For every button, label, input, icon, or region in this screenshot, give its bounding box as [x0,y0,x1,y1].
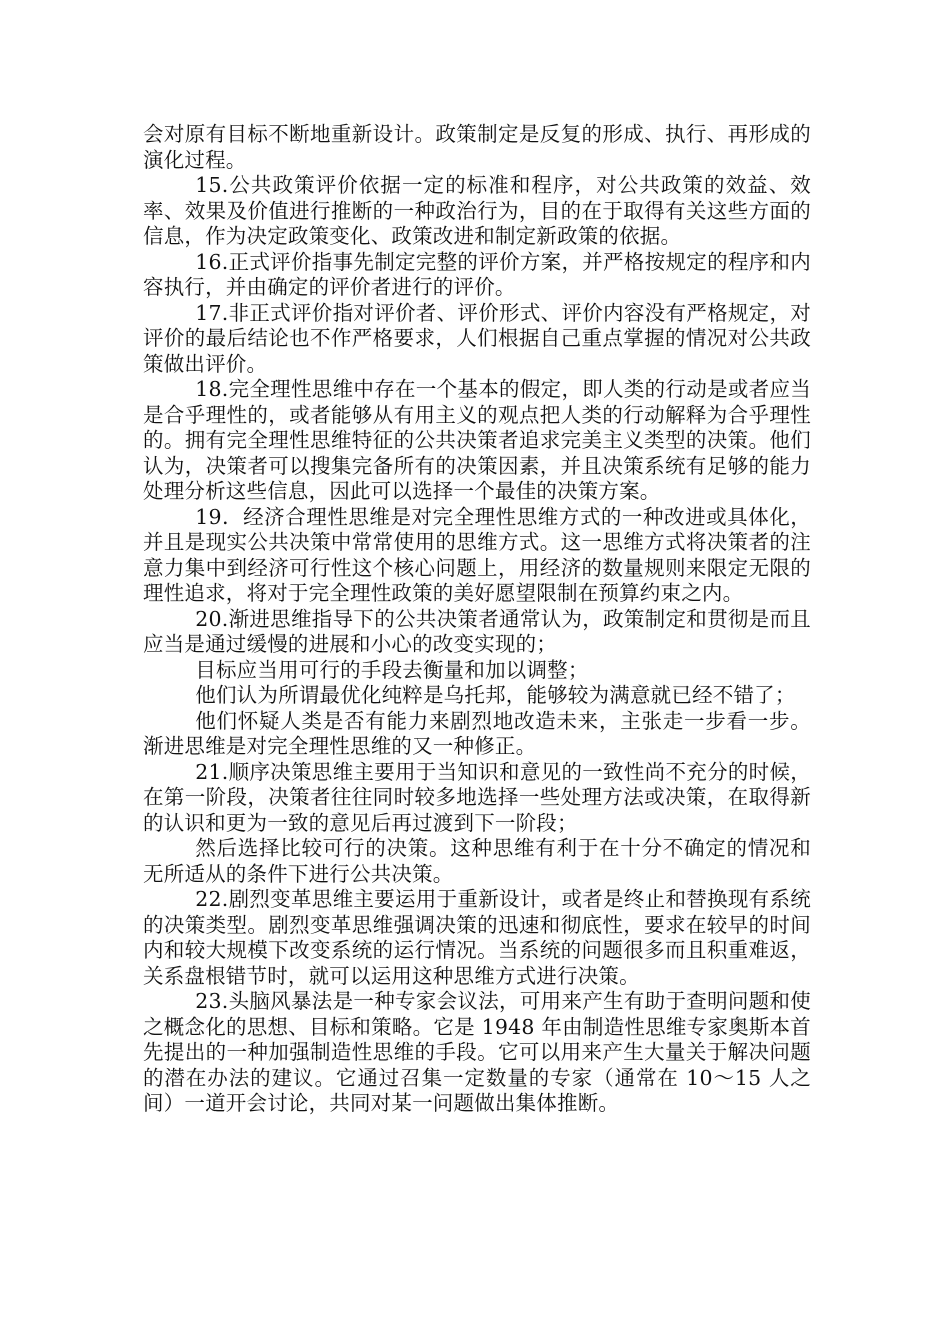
paragraph-continuation: 会对原有目标不断地重新设计。政策制定是反复的形成、执行、再形成的演化过程。 [143,122,811,172]
paragraph-item-18: 18.完全理性思维中存在一个基本的假定，即人类的行动是或者应当是合乎理性的，或者能够从有用主义的观点把人类的行动解释为合乎理性的。拥有完全理性思维特征的公共决策者追求完美主义类型的决策。他们认为，决策者可以搜集完备所有的决策因素，并且决策系统有足够的能力处理分析这些信息，因此可以选择一个最佳的决策方案。 [143,377,811,503]
paragraph-item-23: 23.头脑风暴法是一种专家会议法，可用来产生有助于查明问题和使之概念化的思想、目标和策略。它是 1948 年由制造性思维专家奥斯本首先提出的一种加强制造性思维的手段。它可以用来产生大量关于解决问题的潜在办法的建议。它通过召集一定数量的专家（通常在 10～15 人之间）一道开会讨论，共同对某一问题做出集体推断。 [143,989,811,1115]
paragraph-item-16: 16.正式评价指事先制定完整的评价方案，并严格按规定的程序和内容执行，并由确定的评价者进行的评价。 [143,249,811,299]
paragraph-item-21-part-2: 然后选择比较可行的决策。这种思维有利于在十分不确定的情况和无所适从的条件下进行公共决策。 [143,836,811,886]
document-body [143,122,811,1117]
paragraph-item-20-part-2: 目标应当用可行的手段去衡量和加以调整； [195,657,589,682]
paragraph-item-17: 17.非正式评价指对评价者、评价形式、评价内容没有严格规定，对评价的最后结论也不作严格要求，人们根据自己重点掌握的情况对公共政策做出评价。 [143,300,811,376]
paragraph-item-19: 19．经济合理性思维是对完全理性思维方式的一种改进或具体化，并且是现实公共决策中常常使用的思维方式。这一思维方式将决策者的注意力集中到经济可行性这个核心问题上，用经济的数量规则来限定无限的理性追求，将对于完全理性政策的美好愿望限制在预算约束之内。 [143,504,811,605]
paragraph-item-20-part-4: 他们怀疑人类是否有能力来剧烈地改造未来，主张走一步看一步。渐进思维是对完全理性思维的又一种修正。 [143,708,811,758]
paragraph-item-20: 20.渐进思维指导下的公共决策者通常认为，政策制定和贯彻是而且应当是通过缓慢的进展和小心的改变实现的； [143,606,811,656]
paragraph-item-22: 22.剧烈变革思维主要运用于重新设计，或者是终止和替换现有系统的决策类型。剧烈变革思维强调决策的迅速和彻底性，要求在较早的时间内和较大规模下改变系统的运行情况。当系统的问题很多而且积重难返，关系盘根错节时，就可以运用这种思维方式进行决策。 [143,887,811,988]
paragraph-item-15: 15.公共政策评价依据一定的标准和程序，对公共政策的效益、效率、效果及价值进行推断的一种政治行为，目的在于取得有关这些方面的信息，作为决定政策变化、政策改进和制定新政策的依据。 [143,173,811,248]
paragraph-item-20-part-3: 他们认为所谓最优化纯粹是乌托邦，能够较为满意就已经不错了； [195,683,796,707]
paragraph-item-21: 21.顺序决策思维主要用于当知识和意见的一致性尚不充分的时候，在第一阶段，决策者往往同时较多地选择一些处理方法或决策，在取得新的认识和更为一致的意见后再过渡到下一阶段； [143,759,811,835]
